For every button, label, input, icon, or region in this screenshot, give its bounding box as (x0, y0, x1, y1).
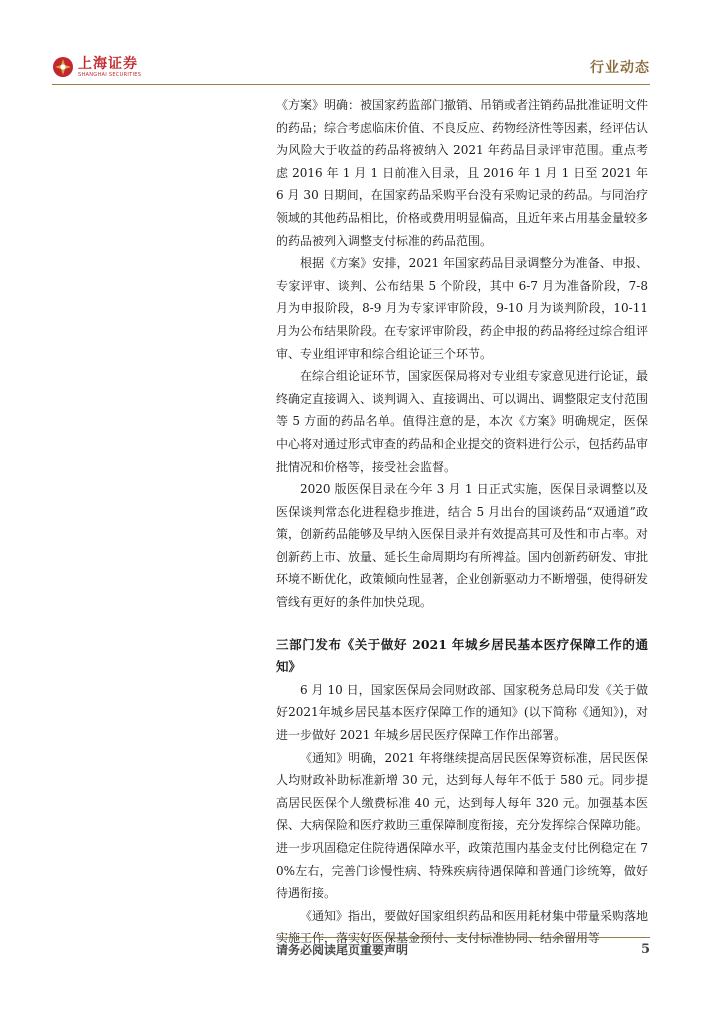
body-paragraph: 6 月 10 日，国家医保局会同财政部、国家税务总局印发《关于做好2021年城乡居民基本医疗保障工作的通知》(以下简称《通知》)，对进一步做好 2021 年城乡居民医疗保障工作作出部署。 (276, 682, 648, 743)
logo-name-en: SHANGHAI SECURITIES (78, 71, 142, 78)
page-header (52, 52, 650, 82)
body-paragraph: 《通知》明确，2021 年将继续提高居民医保筹资标准，居民医保人均财政补助标准新增 30 元，达到每人每年不低于 580 元。同步提高居民医保个人缴费标准 40 元，达到每人每年 320 元。加强基本医保、大病保险和医疗救助三重保障制度衔接，充分发挥综合保障功能。进一步巩固稳定住院待遇保障水平，政策范围内基金支付比例稳定在 70%左右，完善门诊慢性病、特殊疾病待遇保障和普通门诊统筹，做好待遇衔接。 (276, 750, 649, 901)
report-body (276, 94, 648, 950)
page-number: 5 (640, 942, 650, 957)
header-divider (52, 84, 650, 85)
logo-name-cn: 上海证券 (78, 55, 138, 72)
disclaimer-notice: 请务必阅读尾页重要声明 (276, 943, 409, 957)
report-category-label: 行业动态 (590, 60, 650, 76)
body-paragraph: 在综合组论证环节，国家医保局将对专业组专家意见进行论证，最终确定直接调入、谈判调入、直接调出、可以调出、调整限定支付范围等 5 方面的药品名单。值得注意的是，本次《方案》明确规定，医保中心将对通过形式审查的药品和企业提交的资料进行公示，包括药品审批情况和价格等，接受社会监督。 (276, 369, 649, 474)
body-paragraph: 根据《方案》安排，2021 年国家药品目录调整分为准备、申报、专家评审、谈判、公布结果 5 个阶段，其中 6-7 月为准备阶段，7-8 月为申报阶段，8-9 月为专家评审阶段，9-10 月为谈判阶段，10-11 月为公布结果阶段。在专家评审阶段，药企申报的药品将经过综合组评审、专业组评审和综合组论证三个环节。 (276, 256, 649, 361)
company-logo (52, 56, 141, 78)
body-paragraph: 《方案》明确：被国家药监部门撤销、吊销或者注销药品批准证明文件的药品；综合考虑临床价值、不良反应、药物经济性等因素，经评估认为风险大于收益的药品将被纳入 2021 年药品目录评审范围。重点考虑 2016 年 1 月 1 日前准入目录，且 2016 年 1 月 1 日至 2021 年 6 月 30 日期间，在国家药品采购平台没有采购记录的药品。与同治疗领域的其他药品相比，价格或费用明显偏高，且近年来占用基金量较多的药品被列入调整支付标准的药品范围。 (276, 98, 649, 248)
logo-emblem-icon (52, 56, 74, 78)
body-paragraph: 2020 版医保目录在今年 3 月 1 日正式实施，医保目录调整以及医保谈判常态化进程稳步推进，结合 5 月出台的国谈药品“双通道”政策，创新药品能够及早纳入医保目录并有效提高其可及性和市占率。对创新药上市、放量、延长生命周期均有所裨益。国内创新药研发、审批环境不断优化，政策倾向性显著，企业创新驱动力不断增强，使得研发管线有更好的条件加快兑现。 (276, 482, 649, 610)
footer-divider (276, 937, 650, 938)
section-heading: 三部门发布《关于做好 2021 年城乡居民基本医疗保障工作的通知》 (276, 636, 648, 675)
page-footer (276, 941, 650, 958)
body-paragraph: 《通知》指出，要做好国家组织药品和医用耗材集中带量采购落地实施工作，落实好医保基金预付、支付标准协同、结余留用等 (276, 908, 649, 946)
